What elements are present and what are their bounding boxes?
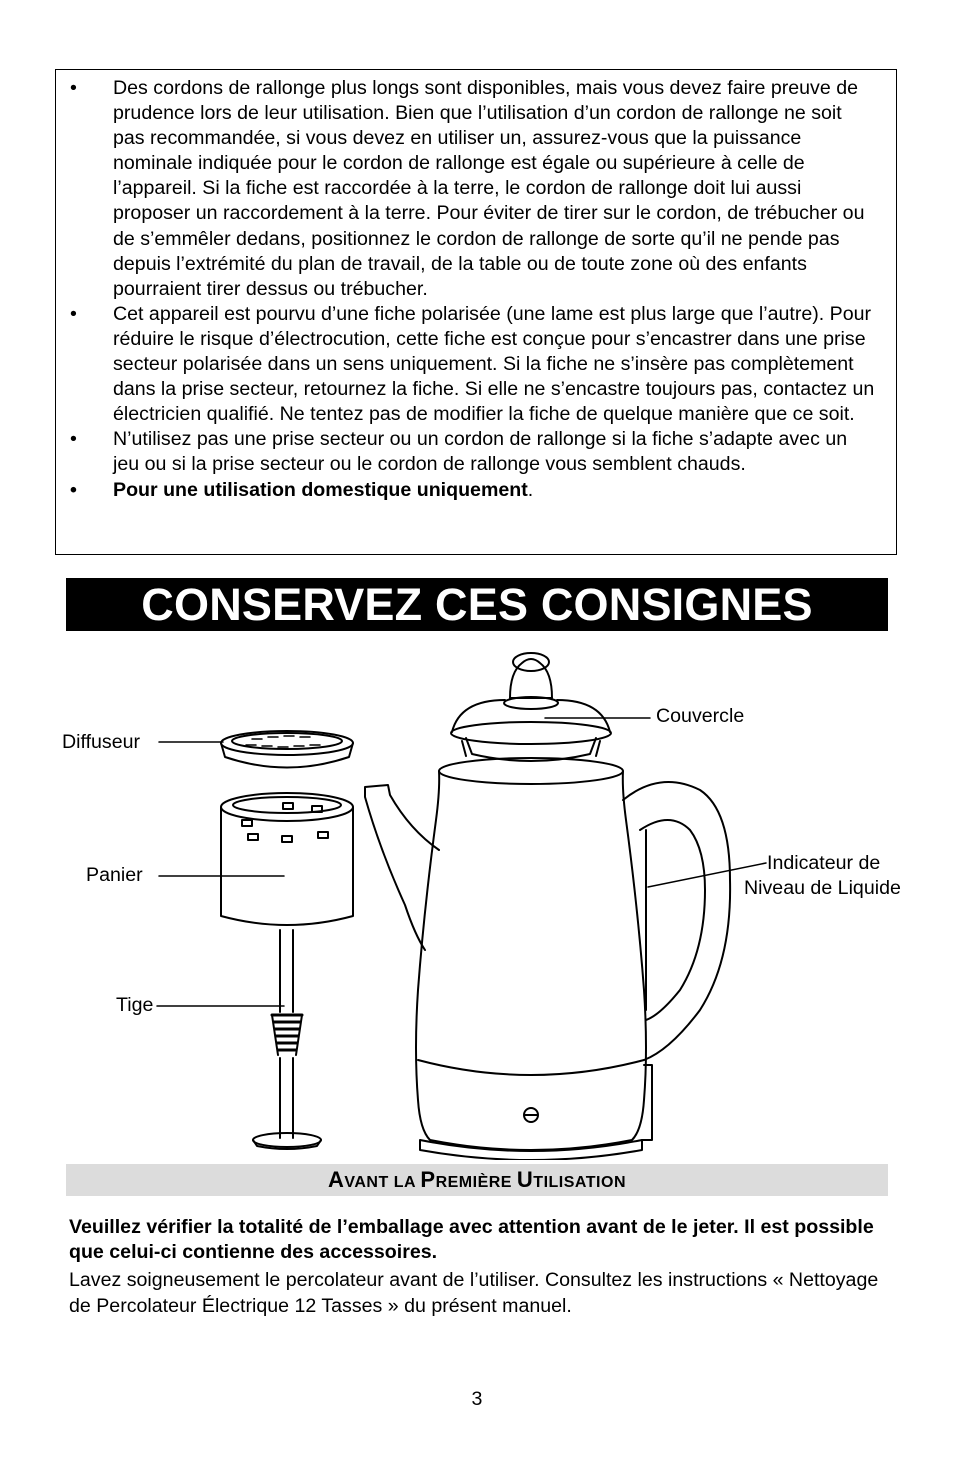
save-instructions-banner: CONSERVEZ CES CONSIGNES: [66, 578, 888, 631]
lid-label: Couvercle: [656, 705, 745, 727]
basket-label: Panier: [86, 864, 143, 886]
diffuser-label: Diffuseur: [62, 731, 141, 753]
heading-rest: VANT LA: [344, 1174, 421, 1191]
stem-label: Tige: [116, 994, 154, 1016]
safety-bullet-loose-outlet: [56, 427, 896, 477]
diffuser-part: [221, 731, 353, 768]
label-leader-lines: [157, 718, 766, 1006]
washing-instruction-text: Lavez soigneusement le percolateur avant de l’utiliser. Consultez les instructions « Nettoyage de Percolateur Électrique 12 Tasses » du présent manuel.: [69, 1269, 879, 1317]
page-number: 3: [471, 1388, 483, 1410]
safety-instructions-box: [55, 69, 897, 555]
bullet-text-tail: .: [527, 478, 534, 501]
bullet-glyph: •: [70, 302, 77, 325]
safety-bullet-polarized-plug: [56, 302, 896, 427]
heading-rest: REMIÈRE: [435, 1174, 517, 1191]
heading-rest: TILISATION: [533, 1174, 626, 1191]
safety-list: [56, 76, 896, 503]
bullet-text: N’utilisez pas une prise secteur ou un cordon de rallonge si la fiche s’adapte avec un jeu ou si la prise secteur ou le cordon de rallonge vous semblent chauds.: [113, 428, 848, 476]
lid-part: [451, 653, 611, 761]
heading-cap: A: [327, 1167, 345, 1192]
bullet-glyph: •: [70, 428, 77, 451]
bullet-text: Cet appareil est pourvu d’une fiche polarisée (une lame est plus large que l’autre). Pour réduire le risque d’électrocution, cette fiche est conçue pour s’encastrer dans une prise secteur polarisée dans un sens uniquement. Si la fiche ne s’insère pas complètement dans la prise secteur, retournez la fiche. Si elle ne s’encastre toujours pas, contactez un électricien qualifié. Ne tentez pas de modifier la fiche de quelque manière que ce soit.: [113, 302, 875, 426]
packaging-warning-text: Veuillez vérifier la totalité de l’emballage avec attention avant de le jeter. Il est possible que celui-ci contienne des accessoires.: [69, 1216, 874, 1263]
level-indicator-label-line2: Niveau de Liquide: [744, 877, 901, 899]
bullet-text: Des cordons de rallonge plus longs sont disponibles, mais vous devez faire preuve de prudence lors de leur utilisation. Bien que l’utilisation d’un cordon de rallonge ne soit pas recommandée, si vous devez en utiliser un, assurez-vous que la puissance nominale indiquée pour le cordon de rallonge est égale ou supérieure à celle de l’appareil. Si la fiche est raccordée à la terre, le cordon de rallonge doit lui aussi proposer un raccordement à la terre. Pour éviter de tirer sur le cordon, de trébucher ou de s’emmêler dedans, positionnez le cordon de rallonge de sorte qu’il ne pende pas depuis l’extrémité du plan de travail, de la table ou de toute zone où des enfants pourraient tirer dessus ou trébucher.: [113, 77, 865, 300]
bullet-text-bold: Pour une utilisation domestique uniquement: [113, 478, 528, 501]
safety-bullet-extension-cord: [56, 76, 896, 302]
percolator-illustration: [0, 640, 954, 1160]
heading-cap: U: [516, 1167, 534, 1192]
level-indicator-label-line1: Indicateur de: [767, 852, 881, 874]
safety-bullet-household-use: [56, 478, 896, 503]
before-first-use-heading: [66, 1164, 888, 1196]
heading-cap: P: [420, 1167, 436, 1192]
basket-part: [221, 793, 353, 925]
bullet-glyph: •: [70, 77, 77, 99]
pot-body-part: [365, 758, 730, 1160]
stem-part: [253, 930, 321, 1149]
percolator-diagram: [0, 640, 954, 1160]
bullet-glyph: •: [70, 478, 77, 501]
